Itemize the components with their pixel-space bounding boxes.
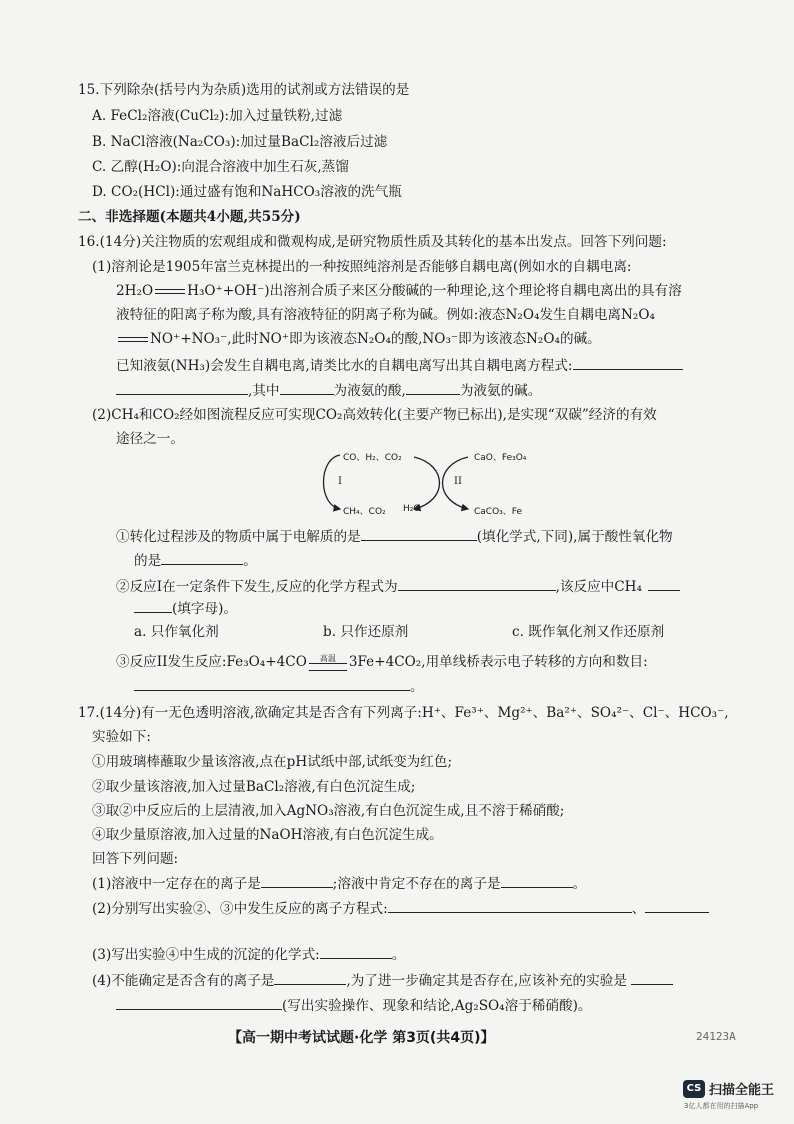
answer-blank[interactable] xyxy=(134,598,172,613)
q16-p1-text: 为液氨的碱。 xyxy=(459,383,542,399)
q17-answer-4-line1 xyxy=(92,970,673,991)
q16-option-a: a. 只作氧化剂 xyxy=(134,624,219,640)
answer-blank[interactable] xyxy=(274,970,346,985)
cycle-arrow-center-left xyxy=(414,457,440,509)
q16-sub3-text: ③反应II发生反应:Fe₃O₄+4CO xyxy=(116,654,307,670)
q16-sub3-line2 xyxy=(134,676,424,697)
q16-sub3-text: 。 xyxy=(410,679,424,695)
q17-experiment-3: ③取②中反应后的上层清液,加入AgNO₃溶液,有白色沉淀生成,且不溶于稀硝酸; xyxy=(92,803,565,819)
q15-option-b: B. NaCl溶液(Na₂CO₃):加过量BaCl₂溶液后过滤 xyxy=(92,134,388,150)
q16-p1-line5 xyxy=(116,355,683,376)
answer-blank[interactable] xyxy=(134,676,410,691)
q16-option-c: c. 既作氧化剂又作还原剂 xyxy=(512,624,665,640)
answer-blank[interactable] xyxy=(573,355,683,370)
section-title: 二、非选择题(本题共4小题,共55分) xyxy=(78,209,301,225)
q15-option-c: C. 乙醇(H₂O):向混合溶液中加生石灰,蒸馏 xyxy=(92,159,349,175)
q16-p1-line3: 液特征的阳离子称为酸,具有溶液特征的阴离子称为碱。例如:液态N₂O₄发生自耦电离N₂O₄ xyxy=(116,307,655,323)
q16-sub2-text: ②反应I在一定条件下发生,反应的化学方程式为 xyxy=(116,579,398,595)
answer-blank[interactable] xyxy=(116,380,248,395)
answer-blank[interactable] xyxy=(116,995,282,1010)
q16-sub2-text: (填字母)。 xyxy=(172,601,237,617)
answer-blank[interactable] xyxy=(161,550,243,565)
q15-option-d: D. CO₂(HCl):通过盛有饱和NaHCO₃溶液的洗气瓶 xyxy=(92,184,402,200)
water-formula: 2H₂O xyxy=(116,283,154,299)
reaction-cycle-diagram xyxy=(316,447,576,521)
q17-answer-text: ,为了进一步确定其是否存在,应该补充的实验是 xyxy=(346,973,627,989)
answer-blank[interactable] xyxy=(406,380,460,395)
diagram-label-bottom-middle: H₂O xyxy=(403,504,421,514)
answer-blank[interactable] xyxy=(398,576,556,591)
page-footer: 【高一期中考试试题·化学 第3页(共4页)】 xyxy=(228,1030,495,1046)
q16-p1-text: ,其中 xyxy=(248,383,280,399)
q16-sub1-text: (填化学式,下同),属于酸性氧化物 xyxy=(476,529,673,545)
q16-p1-line6 xyxy=(116,380,541,401)
q16-sub1-text: ①转化过程涉及的物质中属于电解质的是 xyxy=(116,529,361,545)
q17-answer-text: (3)写出实验④中生成的沉淀的化学式: xyxy=(92,947,320,963)
q16-option-b: b. 只作还原剂 xyxy=(323,624,409,640)
double-line-icon xyxy=(309,663,347,671)
answer-blank[interactable] xyxy=(501,873,573,888)
camscanner-logo-icon: CS xyxy=(683,1080,705,1098)
answer-blank[interactable] xyxy=(320,944,392,959)
answer-blank[interactable] xyxy=(648,576,680,591)
q16-sub1-text: 。 xyxy=(243,553,257,569)
q17-stem: 17.(14分)有一无色透明溶液,欲确定其是否含有下列离子:H⁺、Fe³⁺、Mg²⁺、Ba²⁺、SO₄²⁻、Cl⁻、HCO₃⁻, xyxy=(78,705,729,721)
q16-sub1-text: 的是 xyxy=(134,553,162,569)
q16-p1-line2 xyxy=(116,281,682,301)
q17-experiment-1: ①用玻璃棒蘸取少量该溶液,点在pH试纸中部,试纸变为红色; xyxy=(92,754,453,770)
diagram-label-top-left: CO、H₂、CO₂ xyxy=(343,453,402,463)
q16-p1-text: 为液氨的酸, xyxy=(333,383,406,399)
answer-blank[interactable] xyxy=(361,526,477,541)
q16-stem: 16.(14分)关注物质的宏观组成和微观构成,是研究物质性质及其转化的基本出发点。回答下列问题: xyxy=(78,234,667,250)
equilibrium-arrow-icon xyxy=(155,287,185,297)
q17-experiment-4: ④取少量原溶液,加入过量的NaOH溶液,有白色沉淀生成。 xyxy=(92,827,443,843)
high-temperature-arrow-icon xyxy=(309,654,347,671)
answer-blank[interactable] xyxy=(280,380,334,395)
q16-p1-line4-text: NO⁺+NO₃⁻,此时NO⁺即为该液态N₂O₄的酸,NO₃⁻即为该液态N₂O₄的碱。 xyxy=(150,331,601,347)
camscanner-tagline: 3亿人都在用的扫描App xyxy=(684,1102,759,1110)
exam-code: 24123A xyxy=(696,1030,736,1043)
q16-sub1-line1 xyxy=(116,526,673,547)
q16-sub2-line2 xyxy=(134,598,237,619)
q17-answer-1 xyxy=(92,873,586,894)
q16-p2-line2: 途径之一。 xyxy=(116,431,184,447)
q16-sub1-line2 xyxy=(134,550,257,571)
q16-sub3-line1 xyxy=(116,652,648,672)
q17-answer-text: ;溶液中肯定不存在的离子是 xyxy=(332,876,501,892)
q16-sub2-line1 xyxy=(116,576,680,597)
q17-answer-2 xyxy=(92,898,709,919)
q16-sub3-text: 3Fe+4CO₂,用单线桥表示电子转移的方向和数目: xyxy=(348,654,648,670)
q16-p1-line5-text: 已知液氨(NH₃)会发生自耦电离,请类比水的自耦电离写出其自耦电离方程式: xyxy=(116,358,573,374)
q17-answer-3 xyxy=(92,944,405,965)
q16-p2-line1: (2)CH₄和CO₂经如图流程反应可实现CO₂高效转化(主要产物已标出),是实现“双碳”经济的有效 xyxy=(92,407,657,423)
q16-p1-line1: (1)溶剂论是1905年富兰克林提出的一种按照纯溶剂是否能够自耦电离(例如水的自耦电离: xyxy=(92,259,632,275)
camscanner-name: 扫描全能王 xyxy=(709,1083,775,1098)
q17-answer-text: (写出实验操作、现象和结论,Ag₂SO₄溶于稀硝酸)。 xyxy=(282,998,592,1014)
diagram-label-top-right: CaO、Fe₃O₄ xyxy=(474,453,527,463)
answer-blank[interactable] xyxy=(631,970,673,985)
q17-answer-text: 。 xyxy=(391,947,406,963)
q17-experiment-2: ②取少量该溶液,加入过量BaCl₂溶液,有白色沉淀生成; xyxy=(92,779,416,795)
q17-answer-4-line2 xyxy=(116,995,592,1016)
reaction-condition-label: 高温 xyxy=(319,654,336,663)
diagram-label-bottom-right: CaCO₃、Fe xyxy=(474,507,522,517)
q16-p1-line4 xyxy=(116,329,601,349)
q17-stem-line2: 实验如下: xyxy=(92,729,151,745)
q15-stem: 15.下列除杂(括号内为杂质)选用的试剂或方法错误的是 xyxy=(78,82,410,98)
answer-blank[interactable] xyxy=(388,898,632,913)
q17-answer-text: 。 xyxy=(572,876,587,892)
answer-blank[interactable] xyxy=(261,873,333,888)
q17-answer-text: 、 xyxy=(631,901,646,917)
equilibrium-arrow-icon xyxy=(118,335,148,345)
answer-blank[interactable] xyxy=(645,898,709,913)
q17-answer-text: (4)不能确定是否含有的离子是 xyxy=(92,973,275,989)
q17-ask: 回答下列问题: xyxy=(92,851,179,867)
q17-answer-text: (1)溶液中一定存在的离子是 xyxy=(92,876,261,892)
diagram-label-reaction-1: I xyxy=(338,476,342,487)
q17-answer-text: (2)分别写出实验②、③中发生反应的离子方程式: xyxy=(92,901,388,917)
q16-p1-line2-text: H₃O⁺+OH⁻)出溶剂合质子来区分酸碱的一种理论,这个理论将自耦电离出的具有溶 xyxy=(187,283,682,299)
q15-option-a: A. FeCl₂溶液(CuCl₂):加入过量铁粉,过滤 xyxy=(92,108,343,124)
q16-sub2-text: ,该反应中CH₄ xyxy=(555,579,642,595)
diagram-label-bottom-left: CH₄、CO₂ xyxy=(343,507,386,517)
diagram-label-reaction-2: II xyxy=(454,476,462,487)
